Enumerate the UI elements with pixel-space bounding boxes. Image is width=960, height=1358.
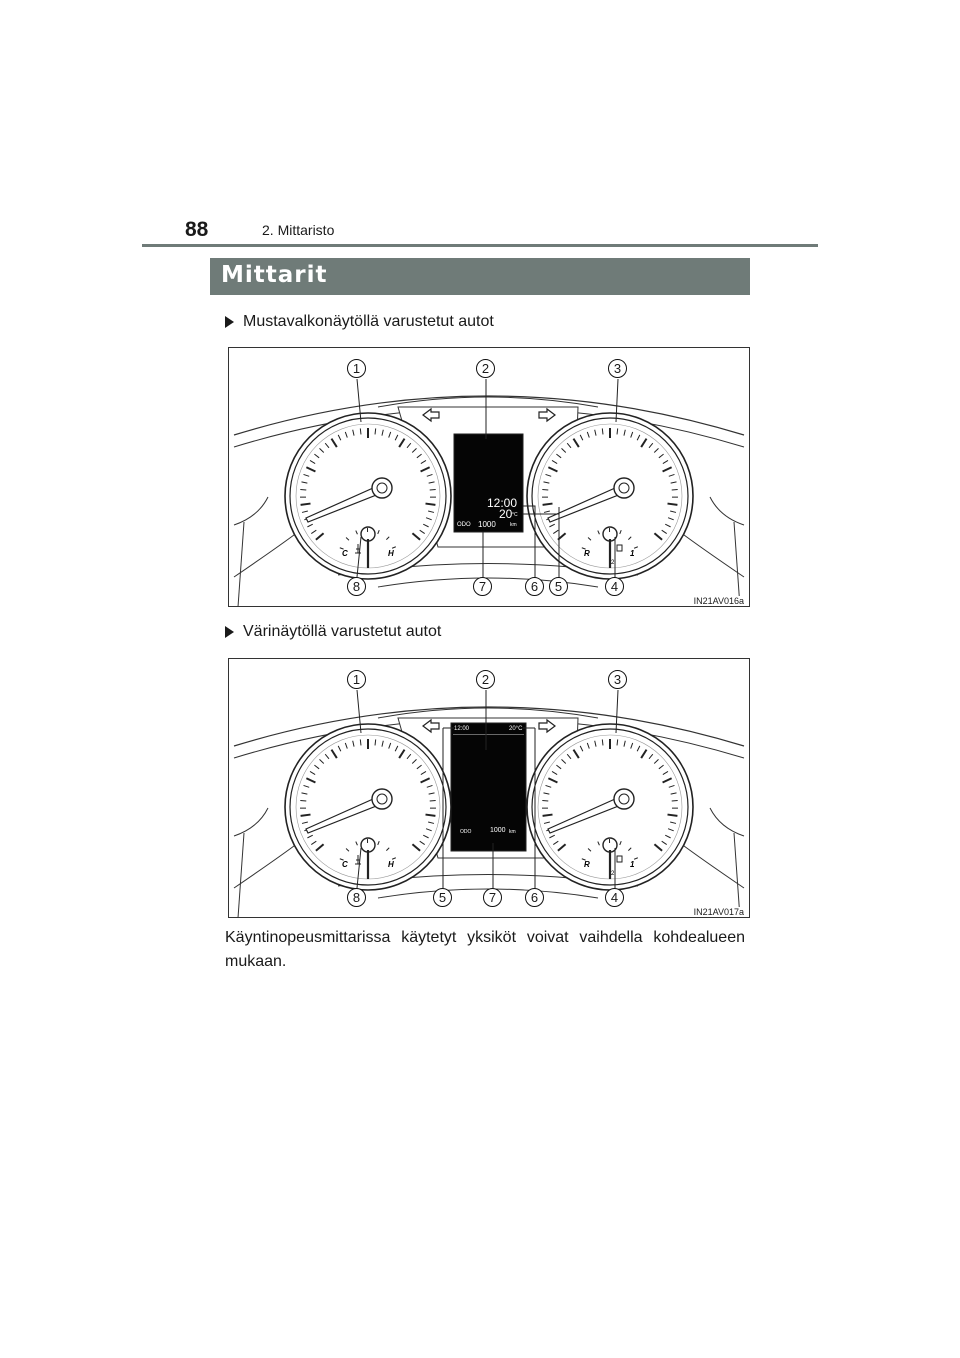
gauge-tick [300, 800, 306, 801]
gauge-tick [668, 504, 678, 505]
cold-label: C [342, 549, 348, 558]
callout-3: 3 [608, 359, 627, 378]
instrument-cluster-figure-color [228, 658, 750, 918]
subheading-text: Värinäytöllä varustetut autot [243, 623, 442, 640]
hot-label: H [388, 860, 394, 869]
cluster-drawing [228, 658, 750, 918]
page-number: 88 [185, 218, 209, 241]
gauge-tick [430, 800, 436, 801]
instrument-cluster-figure-monochrome [228, 347, 750, 607]
display-odo-value: 1000 [478, 520, 496, 529]
display-outside-temp: 20 [499, 507, 513, 521]
gauge-tick [543, 504, 553, 505]
sub-gauge-hub [361, 838, 375, 852]
gauge-tick [672, 489, 678, 490]
callout-5: 5 [549, 577, 568, 596]
callout-5: 5 [433, 888, 452, 907]
section-title: Mittarit [221, 262, 328, 288]
gauge-tick [668, 815, 678, 816]
callout-1: 1 [347, 359, 366, 378]
speedometer-gauge [527, 724, 693, 890]
header-rule [142, 244, 818, 247]
callout-2: 2 [476, 359, 495, 378]
gauge-tick [602, 739, 603, 745]
display-odo-unit: km [510, 522, 517, 528]
gauge-tick [360, 739, 361, 745]
speedometer-gauge [527, 413, 693, 579]
fuel-half-label: 2 [611, 871, 615, 877]
subheading-color [225, 623, 441, 641]
callout-6: 6 [525, 888, 544, 907]
gauge-tick [602, 428, 603, 434]
gauge-tick [360, 428, 361, 434]
gauge-tick [375, 428, 376, 434]
figure-code: IN21AV016a [693, 596, 744, 606]
tachometer-gauge [285, 724, 451, 890]
callout-2: 2 [476, 670, 495, 689]
display-divider [453, 734, 524, 735]
display-odo-value: 1000 [490, 827, 506, 834]
callout-1: 1 [347, 670, 366, 689]
gauge-tick [375, 739, 376, 745]
callout-8: 8 [347, 577, 366, 596]
needle-hub [614, 478, 634, 498]
fuel-full-label: 1 [630, 860, 635, 869]
gauge-tick [301, 504, 311, 505]
gauge-tick [426, 504, 436, 505]
needle-hub [372, 789, 392, 809]
section-title-bar [210, 258, 750, 295]
subheading-text: Mustavalkonäytöllä varustetut autot [243, 313, 494, 330]
gauge-tick [430, 489, 436, 490]
fuel-empty-label: R [584, 549, 590, 558]
hot-label: H [388, 549, 394, 558]
gauge-tick [542, 800, 548, 801]
gauge-tick [543, 815, 553, 816]
callout-3: 3 [608, 670, 627, 689]
gauge-tick [542, 489, 548, 490]
callout-6: 6 [525, 577, 544, 596]
needle-hub [614, 789, 634, 809]
cold-label: C [342, 860, 348, 869]
callout-4: 4 [605, 577, 624, 596]
display-odo-unit: km [509, 829, 516, 835]
needle-hub [372, 478, 392, 498]
callout-7: 7 [483, 888, 502, 907]
display-outside-temp: 20°C [509, 726, 523, 732]
callout-7: 7 [473, 577, 492, 596]
figure-code: IN21AV017a [693, 907, 744, 917]
cluster-drawing [228, 347, 750, 607]
triangle-bullet-icon [225, 626, 234, 638]
callout-8: 8 [347, 888, 366, 907]
fuel-empty-label: R [584, 860, 590, 869]
gauge-tick [617, 739, 618, 745]
display-temp-unit: °C [512, 512, 518, 518]
gauge-tick [300, 489, 306, 490]
display-odo-label: ODO [457, 522, 471, 528]
callout-4: 4 [605, 888, 624, 907]
chapter-title: 2. Mittaristo [262, 222, 335, 238]
fuel-full-label: 1 [630, 549, 635, 558]
triangle-bullet-icon [225, 316, 234, 328]
display-clock: 12:00 [454, 726, 470, 732]
gauge-tick [426, 815, 436, 816]
fuel-half-label: 2 [611, 560, 615, 566]
gauge-tick [672, 800, 678, 801]
subheading-monochrome [225, 313, 494, 331]
body-paragraph: Käyntinopeusmittarissa käytetyt yksiköt voivat vaihdella kohdealueen mukaan. [225, 929, 745, 970]
display-odo-label: ODO [460, 829, 472, 835]
display-clock: 12:00 [487, 496, 518, 510]
sub-gauge-hub [361, 527, 375, 541]
tachometer-gauge [285, 413, 451, 579]
gauge-tick [301, 815, 311, 816]
gauge-tick [617, 428, 618, 434]
